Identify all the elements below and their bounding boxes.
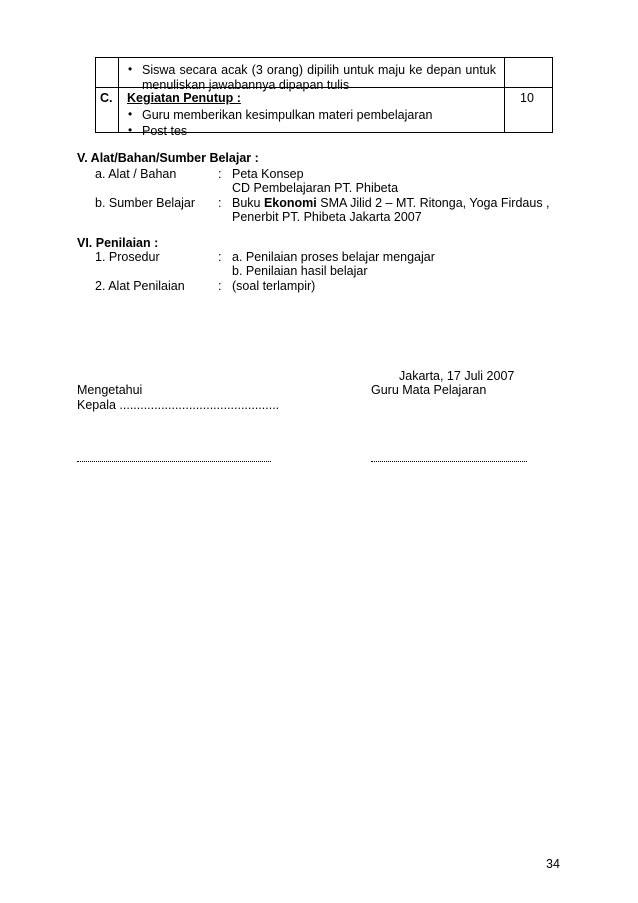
- table-column-divider: [118, 58, 119, 132]
- colon: :: [218, 167, 222, 181]
- signature-left-title: Mengetahui: [77, 383, 143, 397]
- signature-left-subtitle: Kepala ..............................................: [77, 398, 280, 412]
- item-label: 2. Alat Penilaian: [95, 279, 185, 293]
- bullet: •: [128, 123, 133, 137]
- table-column-divider: [504, 58, 505, 132]
- bullet: •: [128, 62, 133, 76]
- table-cell-text: Siswa secara acak (3 orang) dipilih untuk maju ke depan untuk: [142, 63, 496, 77]
- section-heading: VI. Penilaian :: [77, 236, 159, 250]
- signature-line-right: [371, 461, 527, 462]
- item-value: b. Penilaian hasil belajar: [232, 264, 368, 278]
- place-date: Jakarta, 17 Juli 2007: [399, 369, 515, 383]
- item-value: Buku Ekonomi SMA Jilid 2 – MT. Ritonga, Yoga Firdaus ,: [232, 196, 550, 210]
- list-item: Guru memberikan kesimpulkan materi pembelajaran: [142, 108, 433, 122]
- signature-right-title: Guru Mata Pelajaran: [371, 383, 487, 397]
- page-number: 34: [546, 857, 560, 871]
- list-item: Post tes: [142, 124, 188, 138]
- item-value: Peta Konsep: [232, 167, 304, 181]
- row-title: Kegiatan Penutup :: [127, 91, 241, 105]
- item-label: 1. Prosedur: [95, 250, 160, 264]
- colon: :: [218, 196, 222, 210]
- item-label: a. Alat / Bahan: [95, 167, 177, 181]
- item-value: (soal terlampir): [232, 279, 316, 293]
- item-value: Penerbit PT. Phibeta Jakarta 2007: [232, 210, 422, 224]
- colon: :: [218, 250, 222, 264]
- section-heading: V. Alat/Bahan/Sumber Belajar :: [77, 151, 259, 165]
- table-cell-text: menuliskan jawabannya dipapan tulis: [142, 78, 350, 92]
- item-value: CD Pembelajaran PT. Phibeta: [232, 181, 399, 195]
- item-label: b. Sumber Belajar: [95, 196, 196, 210]
- row-code: C.: [100, 91, 113, 105]
- colon: :: [218, 279, 222, 293]
- bold-word: Ekonomi: [263, 196, 317, 210]
- row-time: 10: [520, 91, 534, 105]
- signature-line-left: [77, 461, 271, 462]
- bullet: •: [128, 107, 133, 121]
- item-value: a. Penilaian proses belajar mengajar: [232, 250, 435, 264]
